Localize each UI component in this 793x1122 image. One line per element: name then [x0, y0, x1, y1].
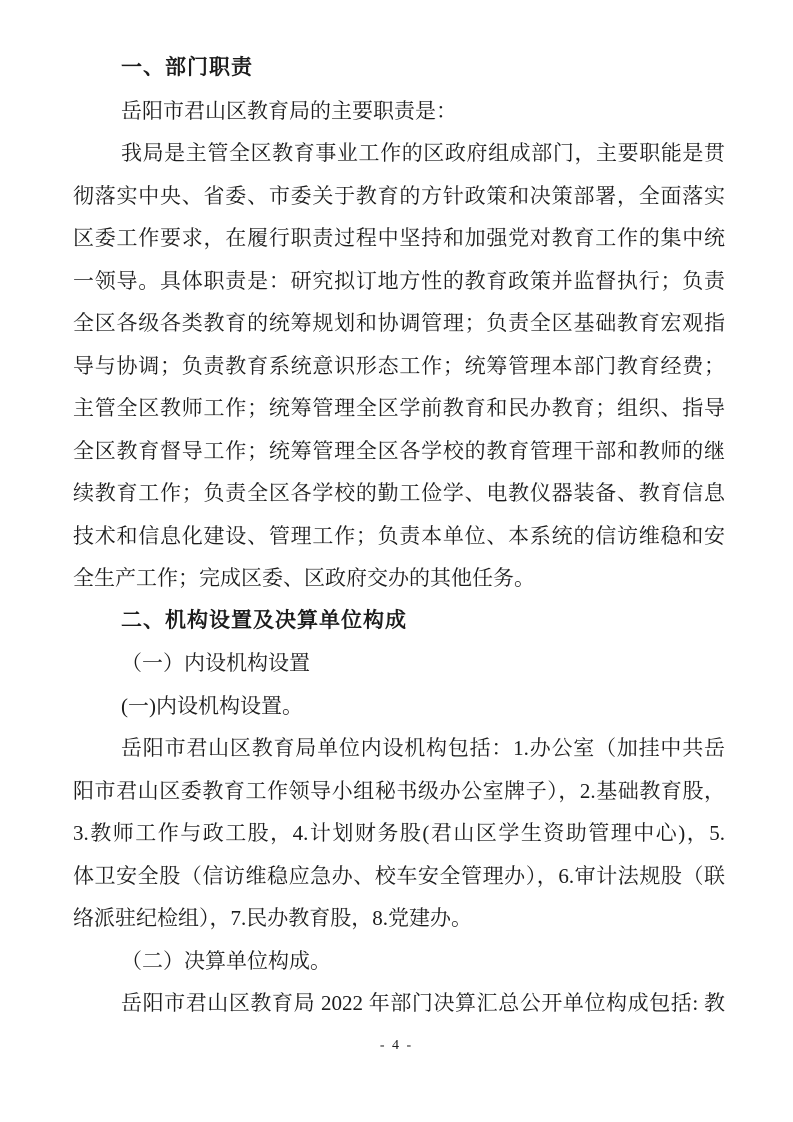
text-line: 续教育工作；负责全区各学校的勤工俭学、电教仪器装备、教育信息: [73, 481, 725, 505]
text-line: 一领导。具体职责是：研究拟订地方性的教育政策并监督执行；负责: [73, 268, 725, 293]
text-line: 络派驻纪检组），7.民办教育股，8.党建办。: [73, 906, 472, 930]
text-line: 岳阳市君山区教育局单位内设机构包括：1.办公室（加挂中共岳: [121, 736, 725, 760]
text-line: 技术和信息化建设、管理工作；负责本单位、本系统的信访维稳和安: [73, 523, 725, 548]
text-line: （一）内设机构设置: [121, 651, 310, 675]
text-line: （二）决算单位构成。: [121, 948, 331, 973]
text-line: 全生产工作；完成区委、区政府交办的其他任务。: [73, 566, 535, 590]
text-line: 全区各级各类教育的统筹规划和协调管理；负责全区基础教育宏观指: [73, 311, 725, 335]
document-body: [73, 47, 725, 1025]
text-line: 导与协调；负责教育系统意识形态工作；统筹管理本部门教育经费；: [73, 353, 725, 378]
text-line: 全区教育督导工作；统筹管理全区各学校的教育管理干部和教师的继: [73, 438, 725, 463]
text-line: 我局是主管全区教育事业工作的区政府组成部门，主要职能是贯: [121, 141, 725, 165]
text-line: 岳阳市君山区教育局的主要职责是：: [121, 98, 457, 123]
page-number: - 4 -: [379, 1038, 414, 1053]
text-line: 彻落实中央、省委、市委关于教育的方针政策和决策部署，全面落实: [73, 183, 725, 208]
text-line: 主管全区教师工作；统筹管理全区学前教育和民办教育；组织、指导: [73, 396, 725, 420]
section-heading: 二、机构设置及决算单位构成: [121, 608, 407, 632]
text-line: 岳阳市君山区教育局 2022 年部门决算汇总公开单位构成包括: 教: [121, 991, 725, 1015]
section-heading: 一、部门职责: [121, 56, 253, 79]
text-line: (一)内设机构设置。: [121, 693, 303, 718]
text-line: 阳市君山区委教育工作领导小组秘书级办公室牌子），2.基础教育股，: [73, 778, 725, 803]
text-line: 体卫安全股（信访维稳应急办、校车安全管理办），6.审计法规股（联: [73, 863, 725, 888]
text-line: 区委工作要求，在履行职责过程中坚持和加强党对教育工作的集中统: [73, 226, 725, 250]
text-line: 3.教师工作与政工股，4.计划财务股(君山区学生资助管理中心)，5.: [73, 821, 725, 845]
